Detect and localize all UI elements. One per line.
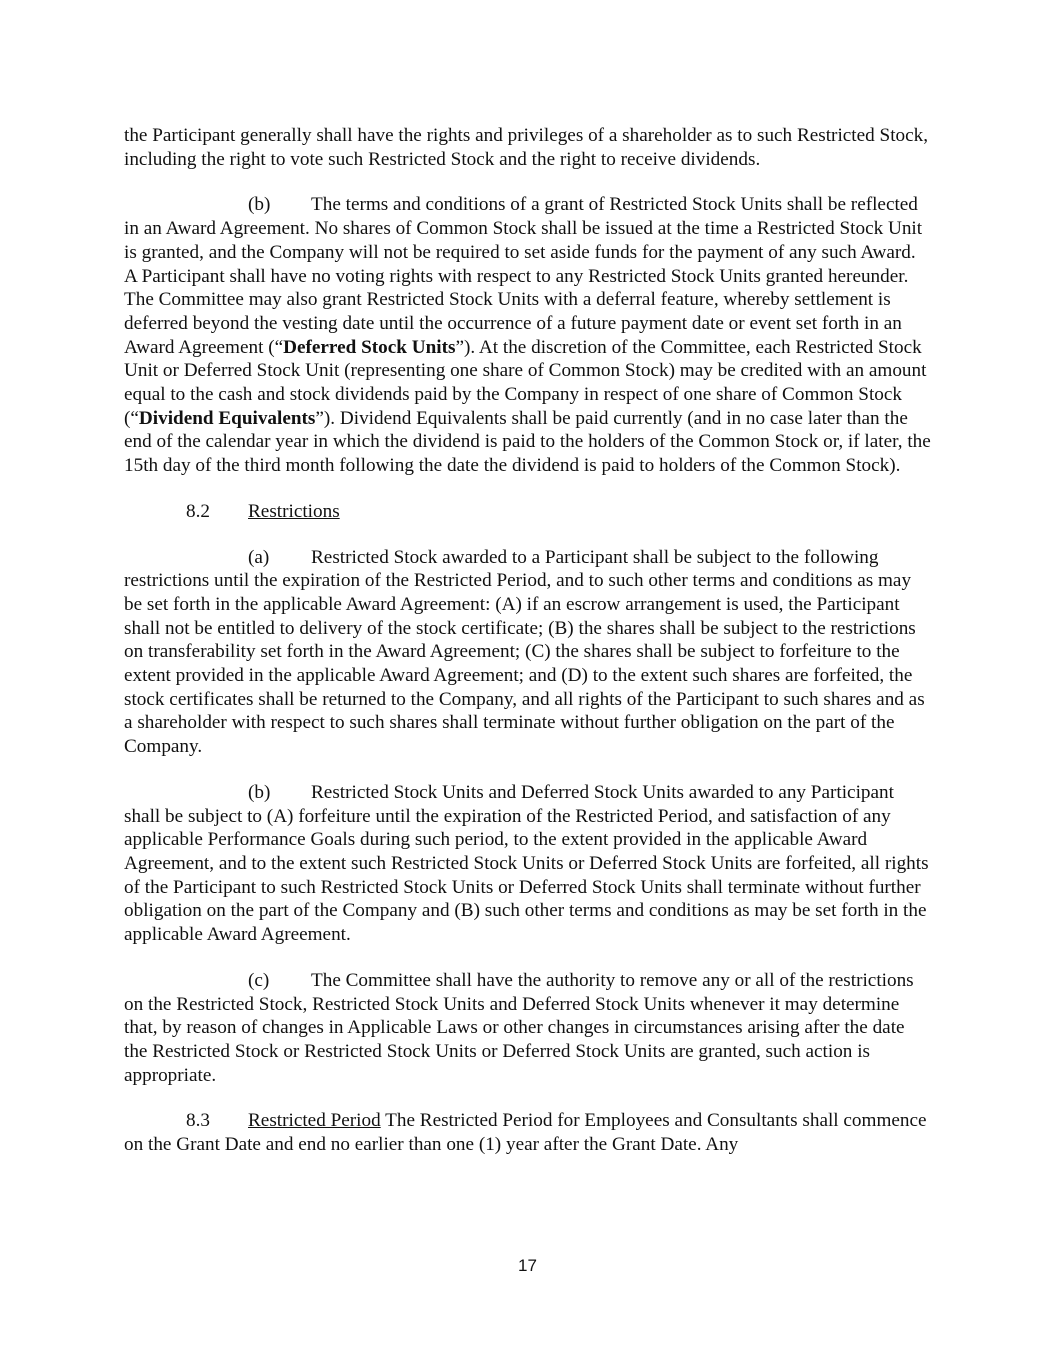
document-page (124, 124, 932, 1157)
section-title: Restricted Period (248, 1110, 381, 1132)
section-heading-8-2 (124, 500, 932, 524)
paragraph-b-restricted-stock-units (124, 193, 932, 477)
paragraph-marker: (b) (248, 781, 271, 803)
paragraph-a-restricted-stock (124, 546, 932, 759)
paragraph-text: The terms and conditions of a grant of Restricted Stock Units shall be reflected in an Award Agreement. No shares of Common Stock shall be issued at the time a Restricted Stock Unit is granted, and the Company will not be required to set aside funds for the payment of any such Award. A Participant shall have no voting rights with respect to any Restricted Stock Units granted hereunder. The Committee may also grant Restricted Stock Units with a deferral feature, whereby settlement is deferred beyond the vesting date until the occurrence of a future payment date or event set forth in an Award Agreement (“ (124, 194, 923, 358)
paragraph-text: Restricted Stock Units and Deferred Stock Units awarded to any Participant shall be subject to (A) forfeiture until the expiration of the Restricted Period, and satisfaction of any applicable Performance Goals during such period, to the extent provided in the applicable Award Agreement, and to the extent such Restricted Stock Units or Deferred Stock Units are forfeited, all rights of the Participant to such Restricted Stock Units or Deferred Stock Units shall terminate without further obligation on the part of the Company and (B) such other terms and conditions as may be set forth in the applicable Award Agreement. (124, 781, 929, 946)
defined-term-dividend-equivalents: Dividend Equivalents (138, 407, 316, 429)
defined-term-deferred-stock-units: Deferred Stock Units (283, 336, 456, 358)
paragraph-marker: (a) (248, 546, 270, 568)
paragraph-text: ”). At the discretion of the Committee, each Restricted Stock Unit or Deferred Stock Unit (representing one share of Common Stock) may be credited with an amount equal to the cash and stock dividends paid by the Company in respect of one share of Common Stock (“ (124, 336, 927, 429)
section-8-3-restricted-period (124, 1109, 932, 1156)
paragraph-text: The Committee shall have the authority to remove any or all of the restrictions on the Restricted Stock, Restricted Stock Units and Deferred Stock Units whenever it may determine that, by reason of changes in Applicable Laws or other changes in circumstances arising after the date the Restricted Stock or Restricted Stock Units or Deferred Stock Units are granted, such action is appropriate. (124, 969, 914, 1086)
intro-paragraph: the Participant generally shall have the rights and privileges of a shareholder as to such Restricted Stock, including the right to vote such Restricted Stock and the right to receive dividends. (124, 125, 929, 170)
section-title: Restrictions (248, 500, 340, 522)
page-number: 17 (518, 1256, 537, 1275)
paragraph-b-deferred-stock-units (124, 781, 932, 947)
section-number: 8.2 (186, 500, 210, 522)
section-number: 8.3 (186, 1110, 210, 1132)
paragraph-marker: (c) (248, 969, 270, 991)
paragraph-c-committee-authority (124, 969, 932, 1088)
paragraph-text: Restricted Stock awarded to a Participant shall be subject to the following restrictions until the expiration of the Restricted Period, and to such other terms and conditions as may be set forth in the applicable Award Agreement: (A) if an escrow arrangement is used, the Participant shall not be entitled to delivery of the stock certificate; (B) the shares shall be subject to the restrictions on transferability set forth in the Award Agreement; (C) the shares shall be subject to forfeiture to the extent provided in the applicable Award Agreement; and (D) to the extent such shares are forfeited, the stock certificates shall be returned to the Company, and all rights of the Participant to such shares and as a shareholder with respect to such shares shall terminate without further obligation on the part of the Company. (124, 546, 925, 758)
paragraph-text: ”). Dividend Equivalents shall be paid currently (and in no case later than the end of the calendar year in which the dividend is paid to the holders of the Common Stock or, if later, the 15th day of the third month following the date the dividend is paid to holders of the Common Stock). (124, 407, 931, 477)
paragraph-text: The Restricted Period for Employees and Consultants shall commence on the Grant Date and end no earlier than one (1) year after the Grant Date. Any (124, 1110, 927, 1156)
paragraph-marker: (b) (248, 194, 271, 216)
